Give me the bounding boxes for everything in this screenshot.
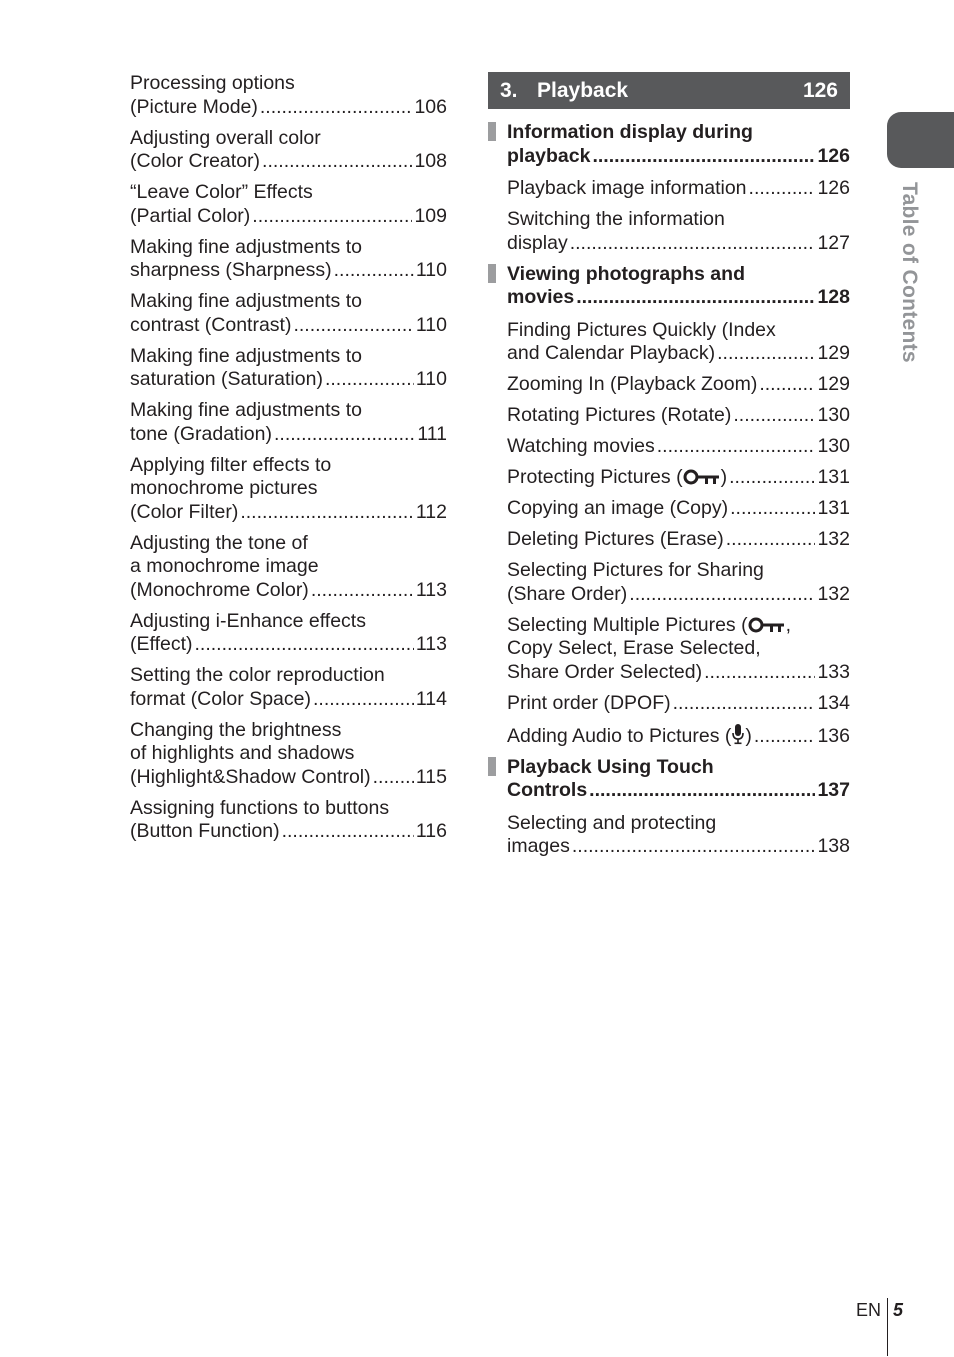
entry-text: sharpness (Sharpness) (130, 259, 332, 281)
leader-dots (704, 661, 815, 685)
entry-text: Deleting Pictures (Erase) (507, 528, 724, 550)
toc-entry[interactable] (488, 723, 850, 749)
left-column (130, 72, 447, 851)
page-number: 137 (817, 779, 850, 801)
toc-entry[interactable] (130, 532, 447, 603)
toc-entry[interactable] (488, 373, 850, 397)
leader-dots (726, 528, 816, 552)
toc-entry[interactable] (488, 614, 850, 685)
protect-key-icon (748, 616, 786, 634)
entry-text: Making fine adjustments to (130, 235, 362, 258)
leader-dots (717, 342, 815, 366)
page-number: 130 (817, 435, 850, 457)
entry-text: contrast (Contrast) (130, 313, 292, 336)
page-number: 106 (414, 95, 447, 118)
toc-entry[interactable] (488, 497, 850, 521)
language-code: EN (856, 1300, 882, 1320)
page-number: 111 (417, 422, 447, 445)
entry-text: Switching the information (507, 208, 725, 230)
entry-text: monochrome pictures (130, 477, 318, 499)
toc-entry[interactable] (130, 719, 447, 790)
entry-text: format (Color Space) (130, 687, 311, 710)
page-number: 129 (817, 342, 850, 364)
entry-text: (Picture Mode) (130, 95, 258, 118)
entry-text: of highlights and shadows (130, 742, 355, 764)
entry-text: Setting the color reproduction (130, 664, 385, 686)
page-number: 132 (817, 528, 850, 550)
section-heading[interactable] (488, 756, 850, 803)
entry-text: Zooming In (Playback Zoom) (507, 373, 758, 395)
protect-key-icon (683, 468, 721, 486)
toc-entry[interactable] (130, 127, 447, 174)
leader-dots (325, 368, 414, 392)
toc-entry[interactable] (488, 435, 850, 459)
page-number: 134 (817, 691, 850, 714)
toc-entry[interactable] (488, 208, 850, 255)
section-marker (488, 122, 496, 141)
entry-text: Adjusting the tone of (130, 531, 308, 554)
toc-entry[interactable] (488, 466, 850, 490)
section-text: Controls (507, 779, 588, 801)
entry-text: (Effect) (130, 633, 193, 655)
entry-text: Adjusting i-Enhance effects (130, 609, 366, 632)
page-number: 126 (817, 144, 850, 167)
entry-text: Selecting and protecting (507, 811, 717, 834)
entry-text: (Button Function) (130, 820, 280, 842)
page-number: 113 (415, 633, 447, 655)
entry-text: a monochrome image (130, 555, 319, 577)
page-number: 131 (817, 497, 850, 519)
chapter-title: Playback (537, 78, 629, 102)
toc-entry[interactable] (488, 404, 850, 428)
leader-dots (570, 232, 816, 256)
leader-dots (572, 835, 816, 859)
toc-entry[interactable] (130, 797, 447, 844)
page-number: 130 (817, 404, 850, 426)
toc-entry[interactable] (130, 399, 447, 446)
toc-entry[interactable] (130, 181, 447, 228)
entry-text: Rotating Pictures (Rotate) (507, 404, 732, 426)
entry-text: Making fine adjustments to (130, 344, 362, 367)
entry-text: (Partial Color) (130, 204, 251, 227)
entry-text: (Monochrome Color) (130, 578, 309, 601)
section-text: Information display during (507, 121, 753, 143)
entry-text: Protecting Pictures ( (507, 466, 683, 488)
entry-text: (Color Filter) (130, 500, 239, 523)
toc-entry[interactable] (130, 664, 447, 711)
leader-dots (334, 259, 414, 283)
entry-text: Changing the brightness (130, 718, 342, 741)
entry-text: Watching movies (507, 435, 655, 457)
side-tab-label: Table of Contents (898, 182, 921, 363)
section-heading[interactable] (488, 263, 850, 310)
leader-dots (589, 779, 815, 803)
entry-text: Finding Pictures Quickly (Index (507, 318, 776, 341)
toc-entry[interactable] (488, 559, 850, 606)
section-marker (488, 264, 496, 283)
leader-dots (673, 692, 816, 716)
page-number: 110 (415, 368, 447, 390)
microphone-icon (731, 723, 745, 745)
chapter-heading[interactable] (488, 72, 850, 109)
section-text: Viewing photographs and (507, 262, 745, 285)
chapter-page: 126 (802, 78, 838, 102)
page-footer (856, 1298, 903, 1356)
leader-dots (657, 435, 816, 459)
entry-text: Share Order Selected) (507, 660, 703, 683)
entry-text: (Color Creator) (130, 150, 261, 172)
entry-text: Playback image information (507, 177, 747, 199)
toc-entry[interactable] (488, 319, 850, 366)
section-text: playback (507, 144, 591, 167)
entry-text: ) (745, 724, 752, 747)
leader-dots (195, 633, 414, 657)
leader-dots (262, 150, 412, 174)
entry-text: display (507, 231, 568, 254)
entry-text: Selecting Multiple Pictures ( (507, 613, 748, 636)
leader-dots (592, 145, 815, 169)
entry-text: images (507, 835, 570, 857)
entry-text: , (785, 613, 792, 636)
page-number: 110 (415, 259, 447, 281)
page-number: 110 (415, 313, 447, 336)
leader-dots (274, 423, 415, 447)
entry-text: “Leave Color” Effects (130, 181, 313, 203)
leader-dots (749, 177, 816, 201)
page-number-footer: 5 (893, 1300, 904, 1320)
entry-text: (Highlight&Shadow Control) (130, 765, 371, 788)
toc-entry[interactable] (130, 610, 447, 657)
footer-divider (887, 1298, 888, 1356)
page-number: 128 (817, 286, 850, 308)
page-number: 132 (817, 582, 850, 605)
entry-text: saturation (Saturation) (130, 368, 323, 390)
toc-entry[interactable] (488, 528, 850, 552)
page-number: 109 (414, 204, 447, 227)
leader-dots (282, 820, 414, 844)
page-number: 129 (817, 373, 850, 395)
section-heading[interactable] (488, 121, 850, 168)
page-number: 115 (415, 765, 447, 788)
leader-dots (260, 96, 413, 120)
leader-dots (576, 286, 815, 310)
entry-text: ) (720, 466, 728, 488)
leader-dots (730, 497, 815, 521)
entry-text: (Share Order) (507, 582, 628, 605)
toc-entry[interactable] (488, 177, 850, 201)
page-number: 108 (414, 150, 447, 172)
toc-entry[interactable] (130, 290, 447, 337)
toc-entry[interactable] (130, 345, 447, 392)
entry-text: Copying an image (Copy) (507, 497, 729, 519)
entry-text: Processing options (130, 72, 295, 94)
entry-text: Making fine adjustments to (130, 399, 362, 421)
page-number: 113 (415, 578, 447, 601)
leader-dots (733, 404, 815, 428)
page-number: 126 (817, 177, 850, 199)
page-number: 133 (817, 660, 850, 683)
side-tab[interactable] (887, 112, 954, 168)
leader-dots (252, 205, 412, 229)
toc-entry[interactable] (130, 72, 447, 119)
toc-entry[interactable] (130, 236, 447, 283)
page-number: 112 (415, 500, 447, 523)
entry-text: Print order (DPOF) (507, 691, 671, 714)
right-column (488, 72, 850, 866)
page-number: 116 (415, 820, 447, 842)
page-number: 114 (415, 687, 447, 710)
entry-text: Making fine adjustments to (130, 290, 362, 312)
entry-text: Selecting Pictures for Sharing (507, 559, 764, 581)
entry-text: Applying filter effects to (130, 453, 332, 476)
toc-entry[interactable] (488, 692, 850, 716)
toc-entry[interactable] (488, 812, 850, 859)
leader-dots (373, 766, 414, 790)
entry-text: Copy Select, Erase Selected, (507, 637, 761, 659)
chapter-number: 3. (500, 78, 518, 102)
leader-dots (629, 583, 815, 607)
entry-text: and Calendar Playback) (507, 342, 716, 364)
entry-text: Adding Audio to Pictures ( (507, 724, 732, 747)
page-number: 136 (817, 724, 850, 747)
leader-dots (313, 688, 414, 712)
leader-dots (293, 314, 413, 338)
toc-entry[interactable] (130, 454, 447, 525)
page-number: 138 (817, 835, 850, 857)
leader-dots (759, 373, 815, 397)
page-number: 127 (817, 231, 850, 254)
leader-dots (754, 725, 816, 749)
leader-dots (311, 579, 414, 603)
leader-dots (729, 466, 815, 490)
entry-text: tone (Gradation) (130, 422, 272, 445)
leader-dots (240, 501, 414, 525)
entry-text: Adjusting overall color (130, 126, 321, 149)
page-number: 131 (817, 466, 850, 488)
section-text: movies (507, 286, 575, 308)
entry-text: Assigning functions to buttons (130, 796, 390, 819)
section-text: Playback Using Touch (507, 755, 714, 778)
section-marker (488, 757, 496, 776)
